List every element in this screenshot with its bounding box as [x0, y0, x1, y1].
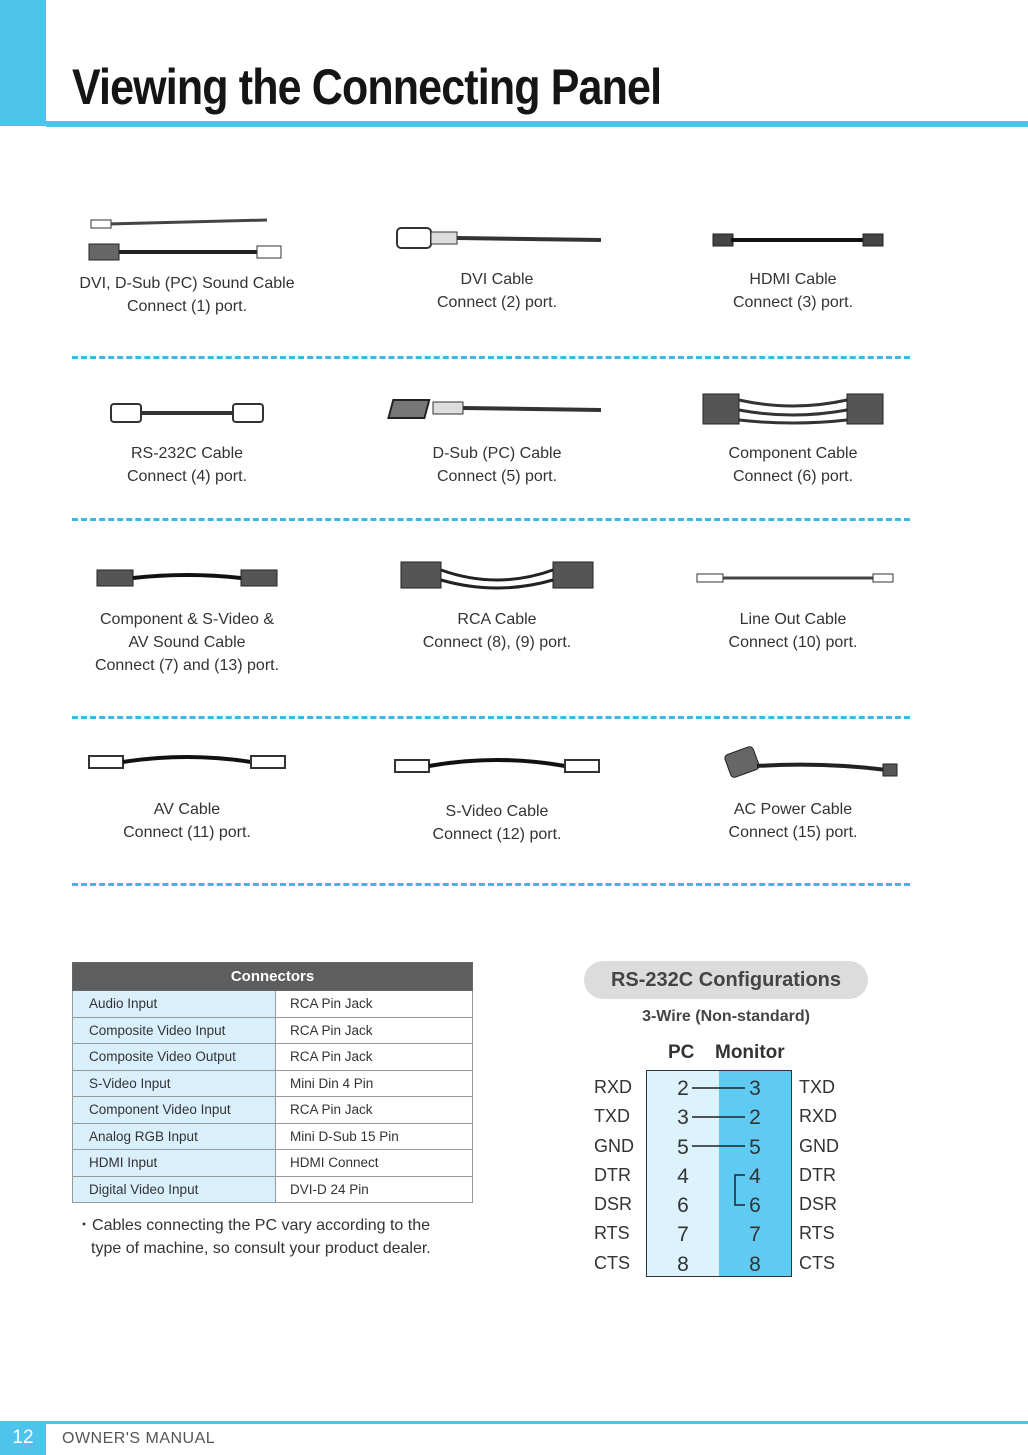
cable-port: Connect (6) port. [732, 468, 854, 485]
section-divider [72, 716, 910, 719]
rca-cable-image [387, 552, 607, 608]
table-row [73, 1097, 473, 1124]
pc-pin: 5 [677, 1135, 689, 1159]
type-cell: Mini Din 4 Pin [276, 1070, 473, 1097]
pc-label: PC [668, 1042, 695, 1063]
cable-name: HDMI Cable [749, 271, 837, 288]
monitor-pin: 4 [749, 1164, 761, 1188]
monitor-pin: 8 [749, 1252, 761, 1276]
type-cell: DVI-D 24 Pin [276, 1176, 473, 1203]
cable-port: Connect (15) port. [728, 824, 858, 841]
table-row [73, 1123, 473, 1150]
pc-signal: RTS [594, 1223, 630, 1244]
monitor-signal: RXD [799, 1106, 838, 1127]
pc-pin: 2 [677, 1077, 689, 1100]
monitor-signal: GND [799, 1135, 839, 1156]
type-cell: RCA Pin Jack [276, 1097, 473, 1124]
monitor-pin: 2 [749, 1106, 761, 1130]
cable-port: Connect (12) port. [432, 826, 562, 843]
cable-item [643, 386, 943, 488]
page-title: Viewing the Connecting Panel [72, 59, 662, 115]
cable-name: D-Sub (PC) Cable [432, 445, 562, 462]
cable-name: Component & S-Video & [99, 611, 275, 628]
pc-pin: 4 [677, 1164, 689, 1188]
cable-port: Connect (8), (9) port. [422, 634, 572, 651]
cable-port: Connect (4) port. [126, 468, 248, 485]
av-sound-cable-image [77, 552, 297, 608]
input-cell: HDMI Input [73, 1150, 276, 1177]
pc-pin: 8 [677, 1252, 689, 1276]
connectors-table [72, 962, 473, 1203]
monitor-signal: CTS [799, 1252, 835, 1273]
monitor-pin: 6 [749, 1194, 761, 1218]
pc-signal: CTS [594, 1252, 630, 1273]
rs232-wiring-box [646, 1070, 792, 1277]
cable-item [643, 212, 943, 314]
monitor-signal: RTS [799, 1223, 835, 1244]
monitor-label: Monitor [715, 1042, 785, 1063]
cable-item [643, 552, 943, 654]
input-cell: Audio Input [73, 991, 276, 1018]
component-cable-image [683, 386, 903, 442]
input-cell: Digital Video Input [73, 1176, 276, 1203]
cable-item [347, 736, 647, 846]
monitor-pin: 3 [749, 1077, 761, 1100]
type-cell: RCA Pin Jack [276, 1044, 473, 1071]
cable-port: Connect (5) port. [436, 468, 558, 485]
footer-rule [0, 1421, 1028, 1424]
cable-item [37, 736, 337, 844]
monitor-signal-list [799, 1073, 839, 1278]
table-row [73, 1017, 473, 1044]
type-cell: Mini D-Sub 15 Pin [276, 1123, 473, 1150]
sound-cable-image [77, 212, 297, 272]
pc-signal: DTR [594, 1164, 631, 1185]
note-line-1: Cables connecting the PC vary according to the [92, 1217, 430, 1234]
pc-signal: DSR [594, 1194, 633, 1215]
footer-label: OWNER'S MANUAL [62, 1430, 216, 1447]
monitor-pin: 7 [749, 1223, 761, 1247]
cable-name: Line Out Cable [739, 611, 847, 628]
cable-item [347, 552, 647, 654]
pc-pin: 6 [677, 1194, 689, 1218]
input-cell: Analog RGB Input [73, 1123, 276, 1150]
input-cell: Composite Video Input [73, 1017, 276, 1044]
pc-pin: 3 [677, 1106, 689, 1130]
bullet-icon: ・ [76, 1217, 93, 1234]
type-cell: HDMI Connect [276, 1150, 473, 1177]
section-divider [72, 883, 910, 886]
input-cell: S-Video Input [73, 1070, 276, 1097]
cable-item [37, 212, 337, 318]
pc-pin: 7 [677, 1223, 689, 1247]
note-line-2: type of machine, so consult your product dealer. [91, 1240, 431, 1257]
monitor-signal: DTR [799, 1164, 836, 1185]
cable-port: Connect (10) port. [728, 634, 858, 651]
monitor-pin: 5 [749, 1135, 761, 1159]
av-cable-image [77, 736, 297, 792]
dvi-cable-image [387, 212, 607, 268]
cable-name: AV Cable [153, 801, 221, 818]
header-rule [46, 121, 1028, 127]
rs232c-cable-image [77, 386, 297, 442]
dsub-cable-image [387, 386, 607, 442]
cable-port: Connect (1) port. [126, 298, 248, 315]
cables-note [76, 1214, 476, 1260]
table-row [73, 991, 473, 1018]
cable-name: DVI Cable [460, 271, 534, 288]
cable-name: AC Power Cable [733, 801, 853, 818]
cable-item [37, 552, 337, 677]
cable-port: Connect (7) and (13) port. [94, 657, 280, 674]
cable-item [347, 386, 647, 488]
header-accent-bar [0, 0, 46, 126]
cable-item [347, 212, 647, 314]
cable-name: RS-232C Cable [130, 445, 244, 462]
cable-name: Component Cable [728, 445, 858, 462]
input-cell: Component Video Input [73, 1097, 276, 1124]
rs232-subtitle: 3-Wire (Non-standard) [642, 1008, 810, 1025]
ac-power-cable-image [683, 736, 903, 792]
cable-port: Connect (11) port. [123, 824, 251, 841]
monitor-signal: TXD [799, 1077, 835, 1097]
hdmi-cable-image [683, 212, 903, 268]
pc-pins [663, 1074, 703, 1279]
table-row [73, 1070, 473, 1097]
page-number: 12 [0, 1421, 46, 1455]
table-row [73, 1150, 473, 1177]
cable-name: DVI, D-Sub (PC) Sound Cable [79, 275, 295, 292]
monitor-signal: DSR [799, 1194, 838, 1215]
cable-item [37, 386, 337, 488]
cable-port: Connect (3) port. [732, 294, 854, 311]
cable-port: Connect (2) port. [436, 294, 558, 311]
section-divider [72, 356, 910, 359]
pc-signal-list [594, 1073, 634, 1278]
s-video-cable-image [387, 736, 607, 792]
cable-name-line2: AV Sound Cable [128, 634, 246, 651]
cable-name: RCA Cable [457, 611, 537, 628]
type-cell: RCA Pin Jack [276, 991, 473, 1018]
section-divider [72, 518, 910, 521]
table-header: Connectors [73, 963, 473, 991]
monitor-pins [735, 1074, 775, 1279]
cable-name: S-Video Cable [445, 803, 549, 820]
pc-signal: TXD [594, 1106, 630, 1127]
rs232-title: RS-232C Configurations [584, 961, 868, 999]
table-row [73, 1044, 473, 1071]
input-cell: Composite Video Output [73, 1044, 276, 1071]
pc-signal: RXD [594, 1077, 633, 1097]
type-cell: RCA Pin Jack [276, 1017, 473, 1044]
line-out-cable-image [683, 552, 903, 608]
cable-item [643, 736, 943, 844]
table-row [73, 1176, 473, 1203]
pc-signal: GND [594, 1135, 634, 1156]
